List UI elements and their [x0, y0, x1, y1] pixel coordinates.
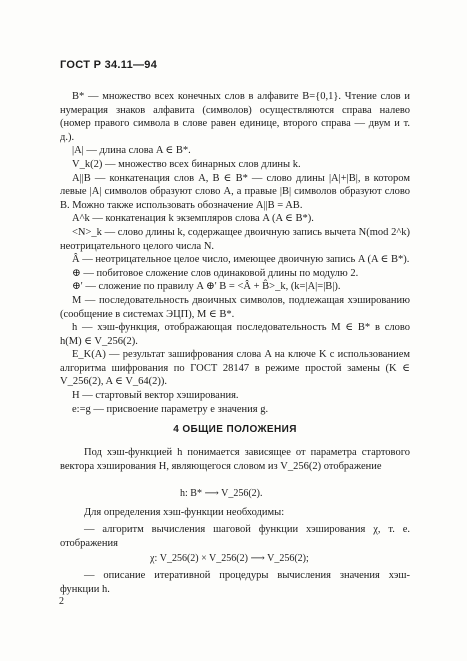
definition-hash-function: h — хэш-функция, отображающая последовательность M ∈ B* в слово h(M) ∈ V_256(2).	[60, 322, 410, 347]
list-item-step-function: — алгоритм вычисления шаговой функции хэширования χ, т. е. отображения	[60, 524, 410, 549]
definition-start-vector: H — стартовый вектор хэширования.	[72, 390, 239, 402]
definition-modular-add: ⊕' — сложение по правилу A ⊕' B = <Â + B̂>_k, (k=|A|=|B|).	[72, 281, 341, 293]
list-item-iterative-procedure: — описание итеративной процедуры вычисления значения хэш-функции h.	[60, 570, 410, 595]
section-paragraph-1: Под хэш-функцией h понимается зависящее от параметра стартового вектора хэширования H, являющегося словом из V_256(2) отображение	[60, 447, 410, 472]
definition-message: M — последовательность двоичных символов, подлежащая хэшированию (сообщение в системах ЭЦП), M ∈ B*.	[60, 294, 410, 320]
formula-hash-mapping: h: B* ⟶ V_256(2).	[180, 488, 263, 499]
section-title: 4 ОБЩИЕ ПОЛОЖЕНИЯ	[173, 424, 297, 435]
definition-assignment: e:=g — присвоение параметру e значения g.	[72, 403, 269, 415]
definitions-list	[60, 90, 410, 416]
definition-integer: Â — неотрицательное целое число, имеющее двоичную запись A (A ∈ B*).	[72, 254, 410, 266]
definition-residue: <N>_k — слово длины k, содержащее двоичную запись вычета N(mod 2^k) неотрицательного целого числа N.	[60, 226, 410, 252]
document-header: ГОСТ Р 34.11—94	[60, 59, 158, 71]
formula-step-function: χ: V_256(2) × V_256(2) ⟶ V_256(2);	[150, 553, 309, 564]
definition-b-star: B* — множество всех конечных слов в алфавите B={0,1}. Чтение слов и нумерация знаков алфавита (символов) осуществляются справа налево (номер правого символа в слове равен единице, второго справа — двум и т. д.).	[60, 91, 410, 143]
definition-concatenation: A||B — конкатенация слов A, B ∈ B* — слово длины |A|+|B|, в котором левые |A| символов образуют слово A, а правые |B| символов образуют слово B. Можно также использовать обозначение A||B = AB.	[60, 172, 410, 211]
definition-xor: ⊕ — побитовое сложение слов одинаковой длины по модулю 2.	[72, 267, 359, 279]
definition-encryption: E_K(A) — результат зашифрования слова A на ключе K с использованием алгоритма шифрования по ГОСТ 28147 в режиме простой замены (K ∈ V_256(2), A ∈ V_64(2)).	[60, 349, 410, 388]
definition-vk: V_k(2) — множество всех бинарных слов длины k.	[72, 158, 301, 170]
section-paragraph-2: Для определения хэш-функции необходимы:	[84, 507, 285, 518]
definition-length: |A| — длина слова A ∈ B*.	[72, 145, 191, 157]
page-number: 2	[59, 596, 64, 607]
definition-power: A^k — конкатенация k экземпляров слова A (A ∈ B*).	[72, 213, 314, 225]
